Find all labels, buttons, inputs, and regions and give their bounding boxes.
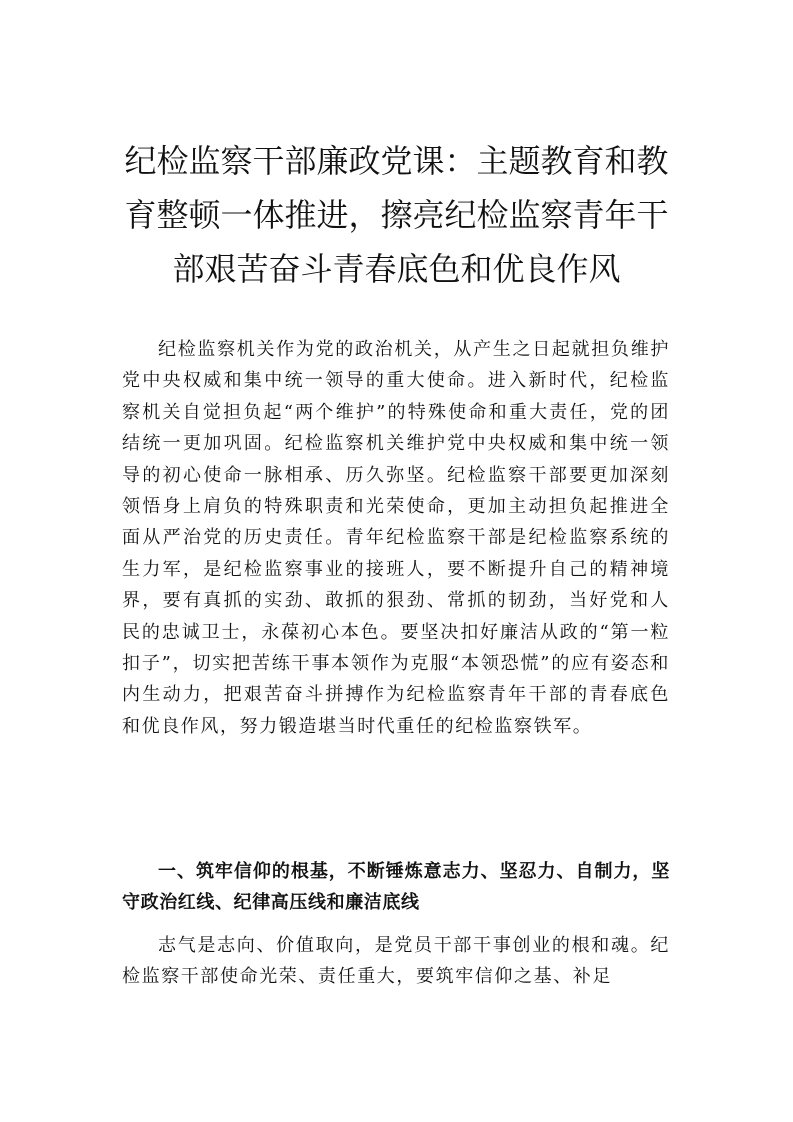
section-heading-1: 一、筑牢信仰的根基，不断锤炼意志力、坚忍力、自制力，坚守政治红线、纪律高压线和廉洁底线 (122, 861, 670, 914)
document-title: 纪检监察干部廉政党课：主题教育和教育整顿一体推进，擦亮纪检监察青年干部艰苦奋斗青春底色和优良作风 (124, 142, 669, 288)
body-paragraph-2: 志气是志向、价值取向，是党员干部干事创业的根和魂。纪检监察干部使命光荣、责任重大，要筑牢信仰之基、补足 (122, 935, 670, 988)
body-paragraph-1: 纪检监察机关作为党的政治机关，从产生之日起就担负维护党中央权威和集中统一领导的重大使命。进入新时代，纪检监察机关自觉担负起“两个维护”的特殊使命和重大责任，党的团结统一更加巩固。纪检监察机关维护党中央权威和集中统一领导的初心使命一脉相承、历久弥坚。纪检监察干部要更加深刻领悟身上肩负的特殊职责和光荣使命，更加主动担负起推进全面从严治党的历史责任。青年纪检监察干部是纪检监察系统的生力军，是纪检监察事业的接班人，要不断提升自己的精神境界，要有真抓的实劲、敢抓的狠劲、常抓的韧劲，当好党和人民的忠诚卫士，永葆初心本色。要坚决扣好廉洁从政的“第一粒扣子”，切实把苦练干事本领作为克服“本领恐慌”的应有姿态和内生动力，把艰苦奋斗拼搏作为纪检监察青年干部的青春底色和优良作风，努力锻造堪当时代重任的纪检监察铁军。 (122, 339, 670, 737)
